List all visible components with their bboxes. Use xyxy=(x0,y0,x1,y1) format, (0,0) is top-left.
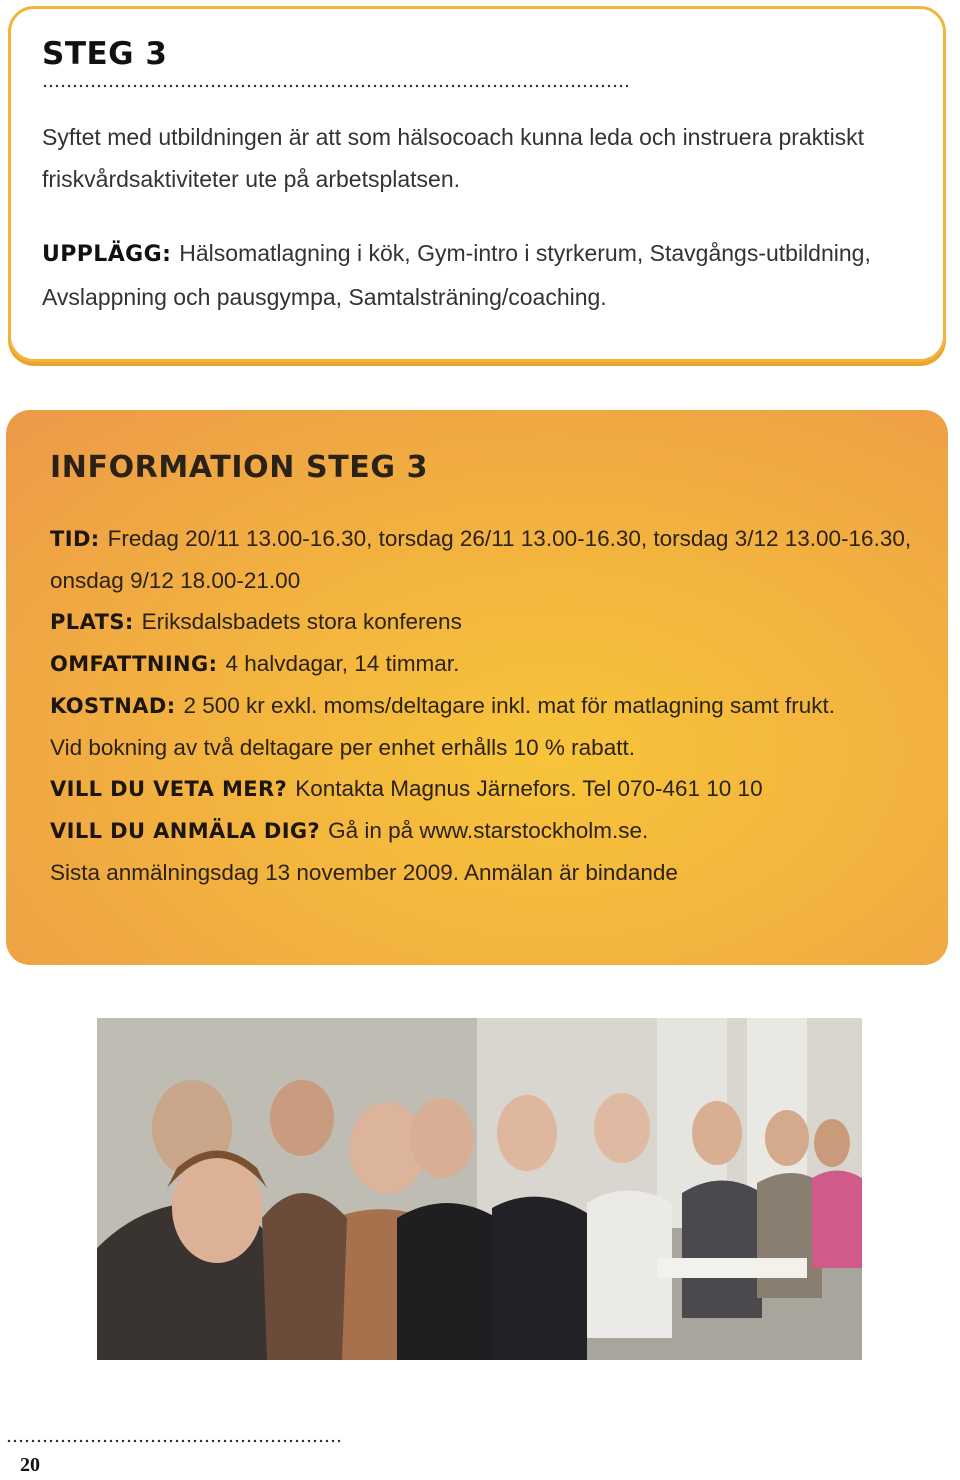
information-heading: INFORMATION STEG 3 xyxy=(50,450,429,485)
veta-text: Kontakta Magnus Järnefors. Tel 070-461 10 10 xyxy=(295,776,763,801)
group-photo xyxy=(97,1018,862,1360)
omfattning-row xyxy=(50,643,920,685)
tid-row xyxy=(50,518,920,601)
plats-label: PLATS: xyxy=(50,610,134,634)
kostnad-text: 2 500 kr exkl. moms/deltagare inkl. mat för matlagning samt frukt. xyxy=(183,693,836,718)
omfattning-label: OMFATTNING: xyxy=(50,652,218,676)
group-photo-illustration xyxy=(97,1018,862,1360)
plats-text: Eriksdalsbadets stora konferens xyxy=(141,609,462,634)
steg-heading: STEG 3 xyxy=(42,36,168,72)
upplagg-text: Hälsomatlagning i kök, Gym-intro i styrkerum, Stavgångs-utbildning, Avslappning och pausgympa, Samtalsträning/coaching. xyxy=(42,240,871,310)
information-card xyxy=(6,410,948,965)
upplagg-label: UPPLÄGG: xyxy=(42,242,172,267)
dotted-divider xyxy=(42,84,628,88)
anmala-row xyxy=(50,810,920,852)
page-number: 20 xyxy=(20,1454,40,1476)
syfte-paragraph: Syftet med utbildningen är att som hälsocoach kunna leda och instruera praktiskt friskvårdsaktiviteter ute på arbetsplatsen. xyxy=(42,124,865,192)
upplagg-paragraph xyxy=(42,232,912,318)
tid-label: TID: xyxy=(50,527,100,551)
anmala-link[interactable]: Gå in på www.starstockholm.se. xyxy=(328,818,649,843)
veta-label: VILL DU VETA MER? xyxy=(50,777,288,801)
plats-row xyxy=(50,601,920,643)
footer-dotted-divider xyxy=(6,1439,342,1443)
veta-row xyxy=(50,768,920,810)
information-body xyxy=(50,518,920,893)
kostnad-row xyxy=(50,685,920,727)
rabatt-text: Vid bokning av två deltagare per enhet erhålls 10 % rabatt. xyxy=(50,735,635,760)
omfattning-text: 4 halvdagar, 14 timmar. xyxy=(225,651,460,676)
sista-text: Sista anmälningsdag 13 november 2009. Anmälan är bindande xyxy=(50,860,678,885)
anmala-label: VILL DU ANMÄLA DIG? xyxy=(50,819,321,843)
tid-text: Fredag 20/11 13.00-16.30, torsdag 26/11 13.00-16.30, torsdag 3/12 13.00-16.30, onsdag 9/12 18.00-21.00 xyxy=(50,526,912,593)
kostnad-label: KOSTNAD: xyxy=(50,694,176,718)
